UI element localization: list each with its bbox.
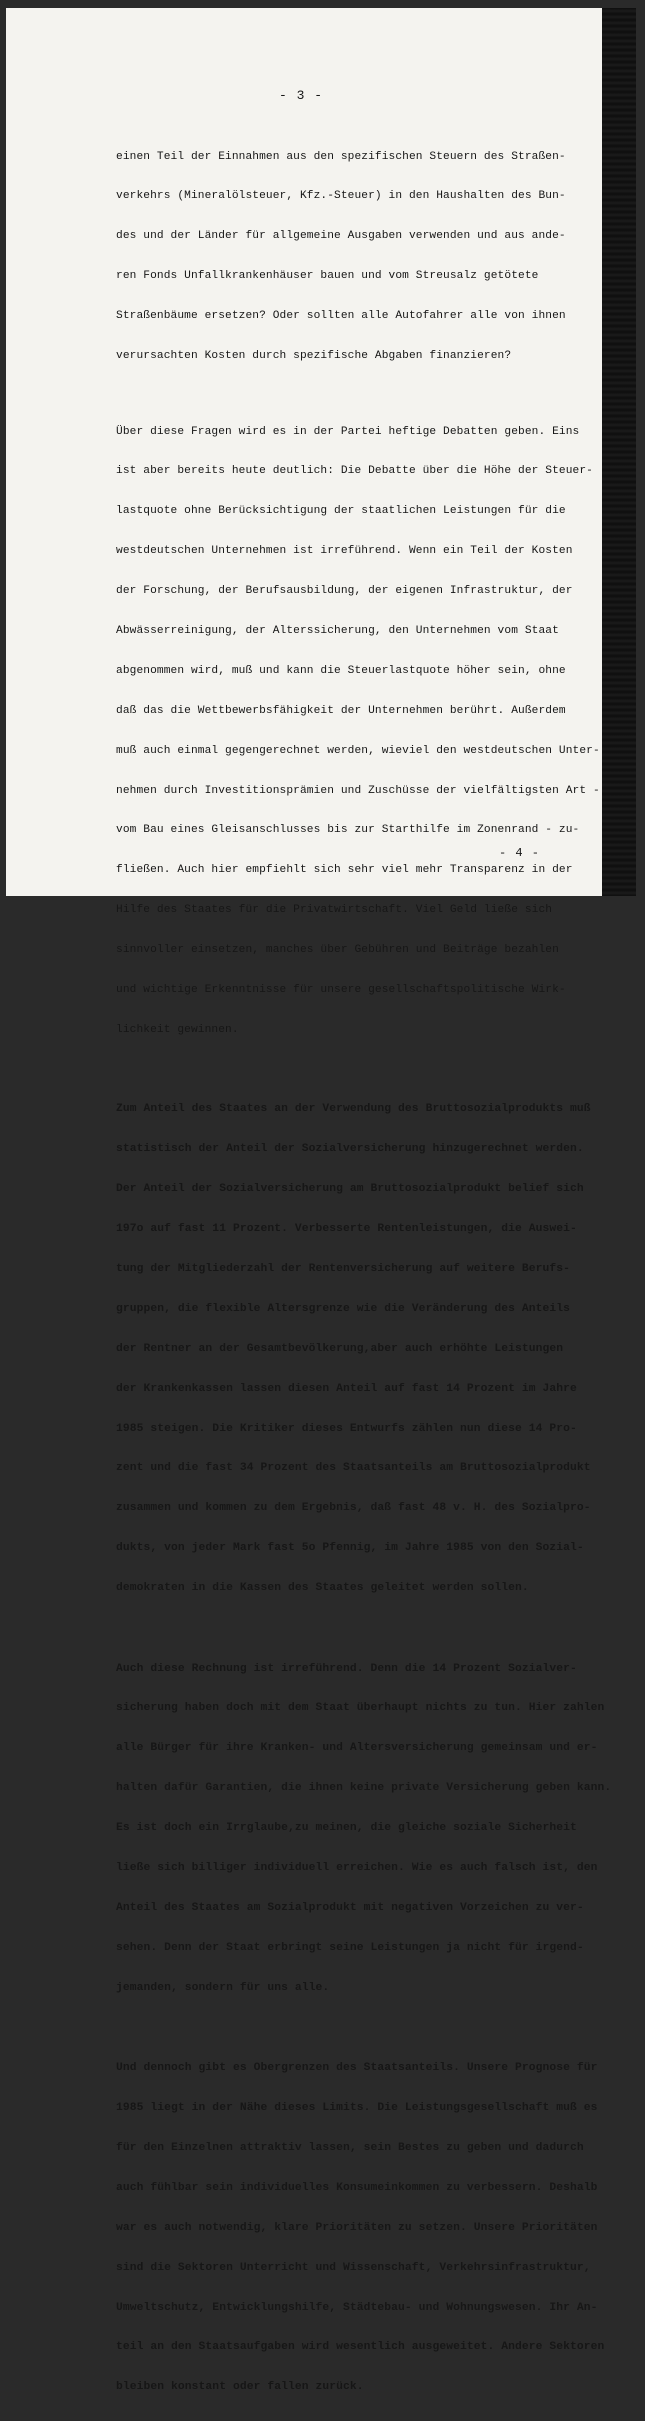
text-line: tung der Mitgliederzahl der Rentenversicherung auf weitere Berufs- <box>116 1262 571 1275</box>
text-line: Der Anteil der Sozialversicherung am Bruttosozialprodukt belief sich <box>116 1183 584 1196</box>
text-line: muß auch einmal gegengerechnet werden, wieviel den westdeutschen Unter- <box>116 744 600 757</box>
text-line: der Rentner an der Gesamtbevölkerung,aber auch erhöhte Leistungen <box>116 1342 564 1355</box>
page-number-footer: - 4 - <box>498 846 540 860</box>
text-line: Straßenbäume ersetzen? Oder sollten alle Autofahrer alle von ihnen <box>116 310 566 323</box>
text-line: abgenommen wird, muß und kann die Steuerlastquote höher sein, ohne <box>116 664 566 677</box>
document-body <box>116 124 612 2421</box>
scan-edge-strip <box>602 8 636 896</box>
text-line: des und der Länder für allgemeine Ausgaben verwenden und aus ande- <box>116 230 566 243</box>
text-line: war es auch notwendig, klare Prioritäten zu setzen. Unsere Prioritäten <box>116 2221 598 2234</box>
text-line: für den Einzelnen attraktiv lassen, sein Bestes zu geben und dadurch <box>116 2141 584 2154</box>
text-line: fließen. Auch hier empfiehlt sich sehr viel mehr Transparenz in der <box>116 864 573 877</box>
text-line: bleiben konstant oder fallen zurück. <box>116 2381 364 2394</box>
text-line: 1985 liegt in der Nähe dieses Limits. Die Leistungsgesellschaft muß es <box>116 2102 598 2115</box>
text-line: ren Fonds Unfallkrankenhäuser bauen und vom Streusalz getötete <box>116 270 539 283</box>
text-line: verkehrs (Mineralölsteuer, Kfz.-Steuer) in den Haushalten des Bun- <box>116 190 566 203</box>
text-line: sind die Sektoren Unterricht und Wissenschaft, Verkehrsinfrastruktur, <box>116 2261 591 2274</box>
text-line: statistisch der Anteil der Sozialversicherung hinzugerechnet werden. <box>116 1143 584 1156</box>
text-line: alle Bürger für ihre Kranken- und Altersversicherung gemeinsam und er- <box>116 1742 598 1755</box>
paragraph-3 <box>116 1077 591 1622</box>
paragraph-4 <box>116 1636 612 2022</box>
text-line: Über diese Fragen wird es in der Partei heftige Debatten geben. Eins <box>116 425 580 438</box>
text-line: sinnvoller einsetzen, manches über Gebühren und Beiträge bezahlen <box>116 944 559 957</box>
page-number-header: - 3 - <box>278 88 323 103</box>
text-line: jemanden, sondern für uns alle. <box>116 1981 330 1994</box>
text-line: westdeutschen Unternehmen ist irreführend. Wenn ein Teil der Kosten <box>116 545 573 558</box>
text-line: verursachten Kosten durch spezifische Abgaben finanzieren? <box>116 350 512 363</box>
text-line: dukts, von jeder Mark fast 5o Pfennig, im Jahre 1985 von den Sozial- <box>116 1542 584 1555</box>
text-line: der Krankenkassen lassen diesen Anteil auf fast 14 Prozent im Jahre <box>116 1382 577 1395</box>
paragraph-5 <box>116 2036 605 2421</box>
document-page <box>6 8 636 2394</box>
text-line: Umweltschutz, Entwicklungshilfe, Städtebau- und Wohnungswesen. Ihr An- <box>116 2301 598 2314</box>
text-line: halten dafür Garantien, die ihnen keine private Versicherung geben kann. <box>116 1782 612 1795</box>
text-line: Auch diese Rechnung ist irreführend. Denn die 14 Prozent Sozialver- <box>116 1662 577 1675</box>
text-line: sicherung haben doch mit dem Staat überhaupt nichts zu tun. Hier zahlen <box>116 1702 605 1715</box>
text-line: gruppen, die flexible Altersgrenze wie die Veränderung des Anteils <box>116 1302 571 1315</box>
text-line: Und dennoch gibt es Obergrenzen des Staatsanteils. Unsere Prognose für <box>116 2062 598 2075</box>
paragraph-1 <box>116 124 564 390</box>
text-line: vom Bau eines Gleisanschlusses bis zur Starthilfe im Zonenrand - zu- <box>116 824 580 837</box>
text-line: Hilfe des Staates für die Privatwirtschaft. Viel Geld ließe sich <box>116 904 553 917</box>
text-line: zent und die fast 34 Prozent des Staatsanteils am Bruttosozialprodukt <box>116 1462 591 1475</box>
text-line: Es ist doch ein Irrglaube,zu meinen, die gleiche soziale Sicherheit <box>116 1822 577 1835</box>
text-line: Abwässerreinigung, der Alterssicherung, den Unternehmen vom Staat <box>116 624 559 637</box>
text-line: 197o auf fast 11 Prozent. Verbesserte Rentenleistungen, die Auswei- <box>116 1223 577 1236</box>
text-line: Anteil des Staates am Sozialprodukt mit negativen Vorzeichen zu ver- <box>116 1901 584 1914</box>
text-line: 1985 steigen. Die Kritiker dieses Entwurfs zählen nun diese 14 Pro- <box>116 1422 577 1435</box>
paragraph-2 <box>116 399 600 1064</box>
text-line: lastquote ohne Berücksichtigung der staatlichen Leistungen für die <box>116 505 566 518</box>
text-line: demokraten in die Kassen des Staates geleitet werden sollen. <box>116 1582 529 1595</box>
text-line: und wichtige Erkenntnisse für unsere gesellschaftspolitische Wirk- <box>116 984 566 996</box>
text-line: einen Teil der Einnahmen aus den spezifischen Steuern des Straßen- <box>116 150 566 163</box>
text-line: daß das die Wettbewerbsfähigkeit der Unternehmen berührt. Außerdem <box>116 704 566 717</box>
text-line: ist aber bereits heute deutlich: Die Debatte über die Höhe der Steuer- <box>116 465 593 478</box>
text-line: auch fühlbar sein individuelles Konsumeinkommen zu verbessern. Deshalb <box>116 2181 598 2194</box>
text-line: sehen. Denn der Staat erbringt seine Leistungen ja nicht für irgend- <box>116 1941 584 1954</box>
text-line: nehmen durch Investitionsprämien und Zuschüsse der vielfältigsten Art - <box>116 784 600 797</box>
text-line: zusammen und kommen zu dem Ergebnis, daß fast 48 v. H. des Sozialpro- <box>116 1502 591 1515</box>
text-line: Zum Anteil des Staates an der Verwendung des Bruttosozialprodukts muß <box>116 1103 591 1116</box>
text-line: ließe sich billiger individuell erreichen. Wie es auch falsch ist, den <box>116 1862 598 1874</box>
text-line: lichkeit gewinnen. <box>116 1023 239 1036</box>
text-line: teil an den Staatsaufgaben wird wesentlich ausgeweitet. Andere Sektoren <box>116 2341 605 2354</box>
text-line: der Forschung, der Berufsausbildung, der eigenen Infrastruktur, der <box>116 585 573 598</box>
